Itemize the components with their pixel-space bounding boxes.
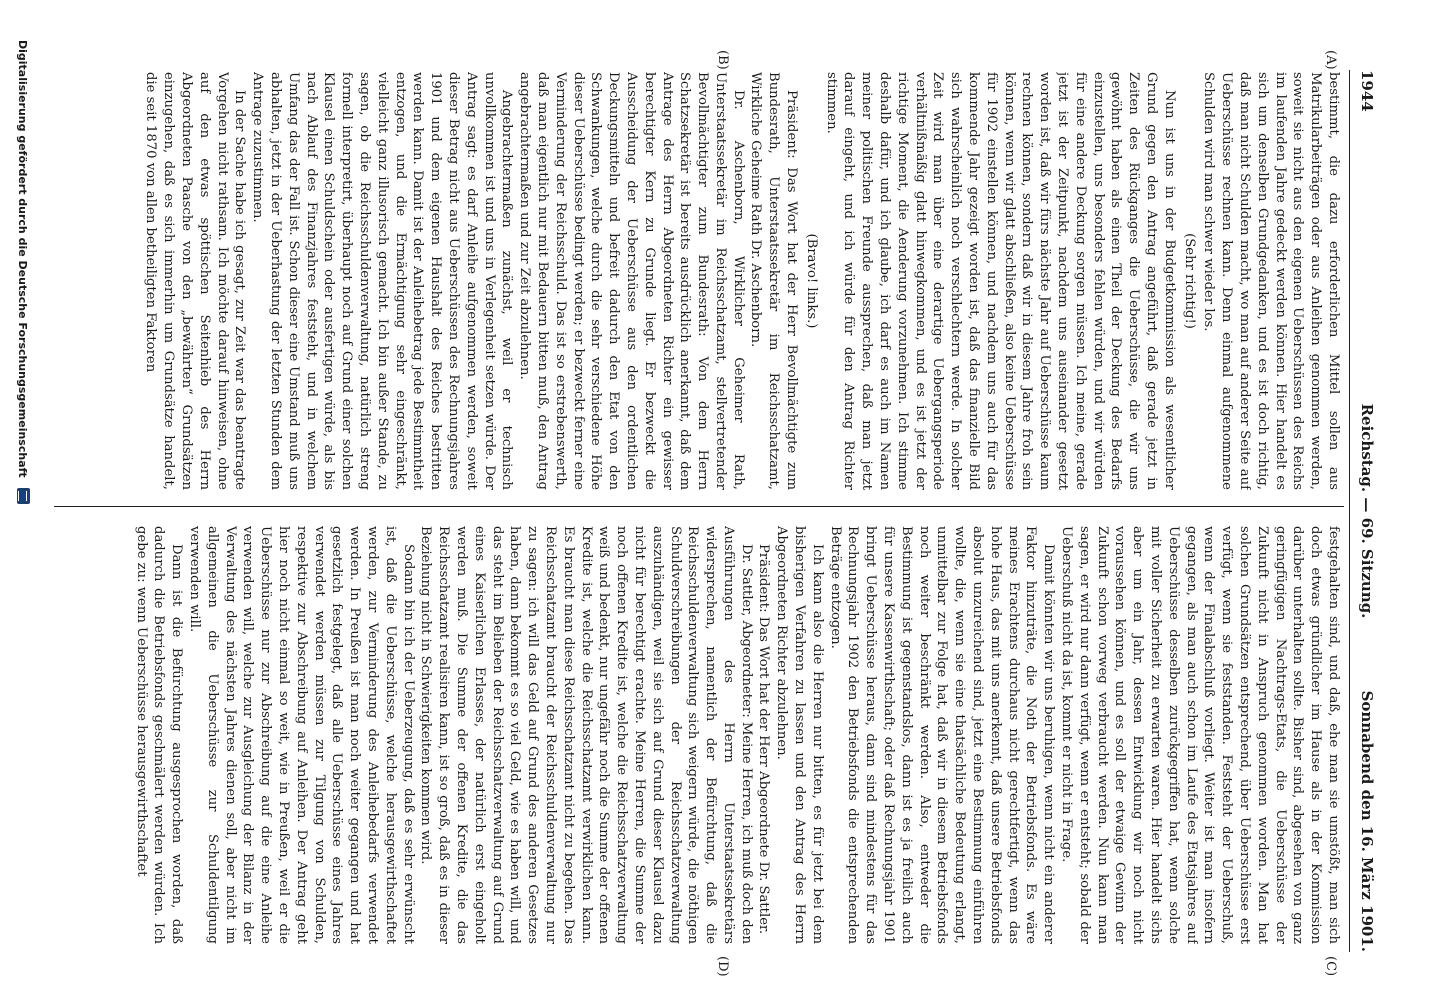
left-column: [52, 72, 1342, 490]
paragraph: Angebrachtermaßen zunächst, weil er technisch unvollkommen ist und uns in Verlegenheit setzen würde. Der Antrag sagt: es darf Anleihe aufgenommen werden, soweit dieser Betrag nicht aus Ueberschüssen des Rechnungsjahres 1901 und dem eigenen Haushalt des Reiches bestritten werden kann. Damit ist der Anleihebetrag jede Bestimmtheit entzogen, und die Ermächtigung sehr eingeschränkt, vielleicht ganz illusorisch gemacht. Ich bin außer Stande, zu sagen, ob die Reichsschuldenverwaltung, natürlich streng formell interpretirt, überhaupt noch auf Grund einer solchen Klausel einen Schuldschein oder ausfertigen würde, als bis nach Ablauf des Finanzjahres feststeht, und in welchem Umfang das der Fall ist. Schon dieser eine Umstand muß uns abhalten, jetzt in der Ueberhastung der letzten Stunden dem Antrage zuzustimmen.: [250, 72, 515, 490]
speech-aschenborn: Dr. Aschenborn, Wirklicher Geheimer Rath, Unterstaatssekretär im Reichsschatzamt, stellvertretender Bevollmächtigter zum Bundesrath: Von dem Herrn Schatzsekretär ist bereits ausdrücklich anerkannt, daß dem Antrage des Herrn Abgeordneten Richter ein gewisser berechtigter Kern zu Grunde liegt. Er bezweckt die Ausscheidung der Ueberschüsse aus den ordentlichen Deckungsmitteln und befreit dadurch den Etat von den Schwankungen, welche durch die sehr verschiedene Höhe dieser Ueberschüsse bedingt werden; er bezweckt ferner eine Verminderung der Reichsschuld. Das ist so erstrebenswerth, daß man eigentlich nur mit Bedauern bitten muß, den Antrag angebrachtermaßen und zur Zeit abzulehnen.: [517, 72, 746, 490]
president-statement: Präsident: Das Wort hat der Herr Abgeordnete Dr. Sattler.: [756, 544, 772, 935]
session-date: Sonnabend den 16. März 1901.: [1358, 690, 1376, 952]
page-header: [1352, 70, 1378, 952]
paragraph: Ich kann also die Herren nur bitten, es für jetzt bei dem bisherigen Verfahren zu lassen und den Antrag des Herrn Abgeordneten Richter abzulehnen.: [774, 526, 825, 944]
interjection: (Sehr richtig!): [1181, 233, 1197, 329]
margin-marker-d: (D): [715, 956, 730, 977]
header-rule: [1349, 70, 1350, 952]
president-statement: Präsident: Das Wort hat der Herr Bevollmächtigte zum Bundesrath, Unterstaatssekretär im Reichsschatzamt, Wirkliche Geheime Rath Dr. Aschenborn.: [748, 72, 800, 490]
column-rule: [54, 506, 1344, 507]
paragraph: bestimmt, die dazu erforderlichen Mittel sollen aus Matrikularbeiträgen oder aus Anleihen genommen werden, soweit sie nicht aus den eigenen Ueberschüssen des Reichs im laufenden Jahre gedeckt werden können. Hier handelt es sich um denselben Grundgedanken, und es ist doch richtig, daß man nicht Schulden macht, wo man auf anderer Seite auf Ueberschüsse rechnen kann. Denn einmal aufgenommene Schulden wird man schwer wieder los.: [1201, 72, 1341, 490]
digitization-credit: [12, 40, 30, 960]
paragraph: Dann ist die Befürchtung ausgesprochen worden, daß dadurch die Betriebsfonds geschmälert werden würden. Ich gebe zu: wenn Ueberschüsse herausgewirthschaftet: [133, 526, 185, 944]
paragraph: festgehalten sind, und daß, ehe man sie umstößt, man sich doch etwas gründlicher im Hause als in der Kommission darüber unterhalten sollte. Bisher sind, abgesehen von ganz geringfügigen Nachtrags-Etats, die Ueberschüsse der Zukunft nicht in Anspruch genommen worden. Man hat solchen Grundsätzen entsprechend, über Ueberschüsse erst verfügt, wenn sie feststanden. Feststeht der Ueberschuß, wenn der Finalabschluß vorliegt. Weiter ist man insofern gegangen, als man auch schon im Laufe des Etatsjahres auf Ueberschüsse desselben zurückgegriffen hat, wenn solche mit voller Sicherheit zu erwarten waren. Hier handelt sichs aber um ein Jahr, dessen Entwicklung wir noch nicht voraussehen können, und es soll der etwaige Gewinn der Zukunft schon vorweg verbraucht werden. Nun kann man sagen, er wird nur dann verfügt, wenn er entsteht; sobald der Ueberschuß nicht da ist, kommt er nicht in Frage.: [1059, 526, 1341, 944]
margin-marker-a: (A): [1323, 50, 1338, 70]
dfg-logo-icon: [17, 488, 30, 504]
paragraph: In der Sache habe ich gesagt, zur Zeit war das beantragte Vorgehen nicht rathsam. Ich möchte darauf hinweisen, ohne auf den etwas spöttischen Seitenhieb des Herrn Abgeordneten Paasche von den „bewährten“ Grundsätzen einzugehen, daß es sich immerhin um Grundsätze handelt, die seit 1870 von allen betheiligten Faktoren: [143, 72, 248, 490]
speech-sattler: Dr. Sattler, Abgeordneter: Meine Herren, ich muß doch den Ausführungen des Herrn Unterstaatssekretärs widersprechen, namentlich der Befürchtung, daß die Reichsschuldenverwaltung sich weigern würde, die nöthigen Schuldverschreibungen der Reichsschatzverwaltung auszuhändigen, weil sie sich auf Grund dieser Klausel dazu nicht für berechtigt erachte. Meine Herren, die Summe der noch offenen Kredite ist, welche die Reichsschatzverwaltung weiß und bedenkt, nur ungefähr noch die Summe der offenen Kredite ist, welche die Reichsschatzamt verwirklichen kann. Es braucht man diese Reichsschatzamt nicht zu begehen. Das Reichsschatzamt braucht der Reichsschuldenverwaltung nur zu sagen: ich will das Geld auf Grund des anderen Gesetzes haben, dann bekommt es so viel Geld, wie es haben will, und das steht im Belieben der Reichsschatzverwaltung auf Grund eines Kaiserlichen Erlasses, der natürlich erst eingeholt werden muß. Die Summe der offenen Kredite, die das Reichsschatzamt realisiren kann, ist so groß, daß es in dieser Beziehung nicht in Schwierigkeiten kommen wird.: [418, 526, 754, 944]
right-column: [52, 526, 1342, 944]
paragraph: Damit könnten wir uns beruhigen, wenn nicht ein anderer Faktor hinzuträte, die Noth der Betriebsfonds. Es wäre meines Erachtens durchaus nicht gerechtfertigt, wenn das hohe Haus, das mit uns anerkennt, daß unsere Betriebsfonds absolut unzureichend sind, jetzt eine Bestimmung einführen wollte, die, wenn sie eine thatsächliche Bedeutung erlangt, unmittelbar zur Folge hat, daß wir in diesem Betriebsfonds noch weiter beschränkt werden. Also, entweder die Bestimmung ist gegenstandslos, dann ist es ja freilich auch für unsere Kassenwirthschaft; oder daß Rechnungsjahr 1901 bringt Ueberschüsse heraus, dann sind mindestens für das Rechnungsjahr 1902 den Betriebsfonds die entsprechenden Beträge entzogen.: [827, 526, 1057, 944]
margin-marker-b: (B): [715, 50, 730, 70]
paragraph: Nun ist uns in der Budgetkommission als wesentlicher Grund gegen den Antrag angeführt, daß gerade jetzt in Zeiten des Rückganges die Ueberschüsse, die wir uns gewöhnt haben als einen Theil der Deckung des Bedarfs einzustellen, uns besonders fehlen würden, und wir würden für eine andere Deckung sorgen müssen. Ich meine, gerade jetzt ist der Zeitpunkt, nachdem uns auseinander gesetzt worden ist, daß wir fürs nächste Jahr auf Ueberschüsse kaum rechnen können, sondern daß wir in diesem Jahre froh sein können, wenn wir glatt abschließen, also keine Ueberschüsse für 1902 einstellen können, und nachdem uns auch für das kommende Jahr gezeigt worden ist, daß das finanzielle Bild sich wahrscheinlich noch verschlechtern werde. In solcher Zeit wird man über eine derartige Uebergangsperiode verhältnißmäßig glatt hinwegkommen, und es ist jetzt der richtige Moment, die Aenderung vorzunehmen. Ich stimme deshalb dafür, und ich glaube, ich darf es auch im Namen meiner politischen Freunde aussprechen, daß man jetzt darauf eingeht, und ich würde für den Antrag Richter stimmen.: [823, 72, 1177, 490]
paragraph: Sodann bin ich der Ueberzeugung, daß es sehr erwünscht ist, daß die Ueberschüsse, welche herausgewirthschaftet werden, zur Verminderung des Anleihebedarfs verwendet werden. In Preußen ist man noch weiter gegangen und hat gesetzlich festgelegt, daß alle Ueberschüsse eines Jahres verwendet werden müssen zur Tilgung von Schulden, respektive zur Abschreibung auf Anleihen. Der Antrag geht hier noch nicht einmal so weit, wie in Preußen, weil er die Ueberschüsse nur zur Abschreibung auf die eine Anleihe verwenden will, welche zur Ausgleichung der Bilanz in der Verwaltung des nächsten Jahres dienen soll, aber nicht im allgemeinen die Ueberschüsse zur Schuldentilgung verwenden will.: [187, 526, 416, 944]
running-title: Reichstag. — 69. Sitzung.: [1358, 403, 1376, 619]
margin-marker-c: (C): [1323, 956, 1338, 977]
page-number: 1944: [1358, 70, 1376, 112]
credit-text: Digitalisierung gefördert durch die Deutsche Forschungsgemeinschaft: [16, 40, 29, 478]
interjection: (Bravo! links.): [803, 233, 819, 329]
